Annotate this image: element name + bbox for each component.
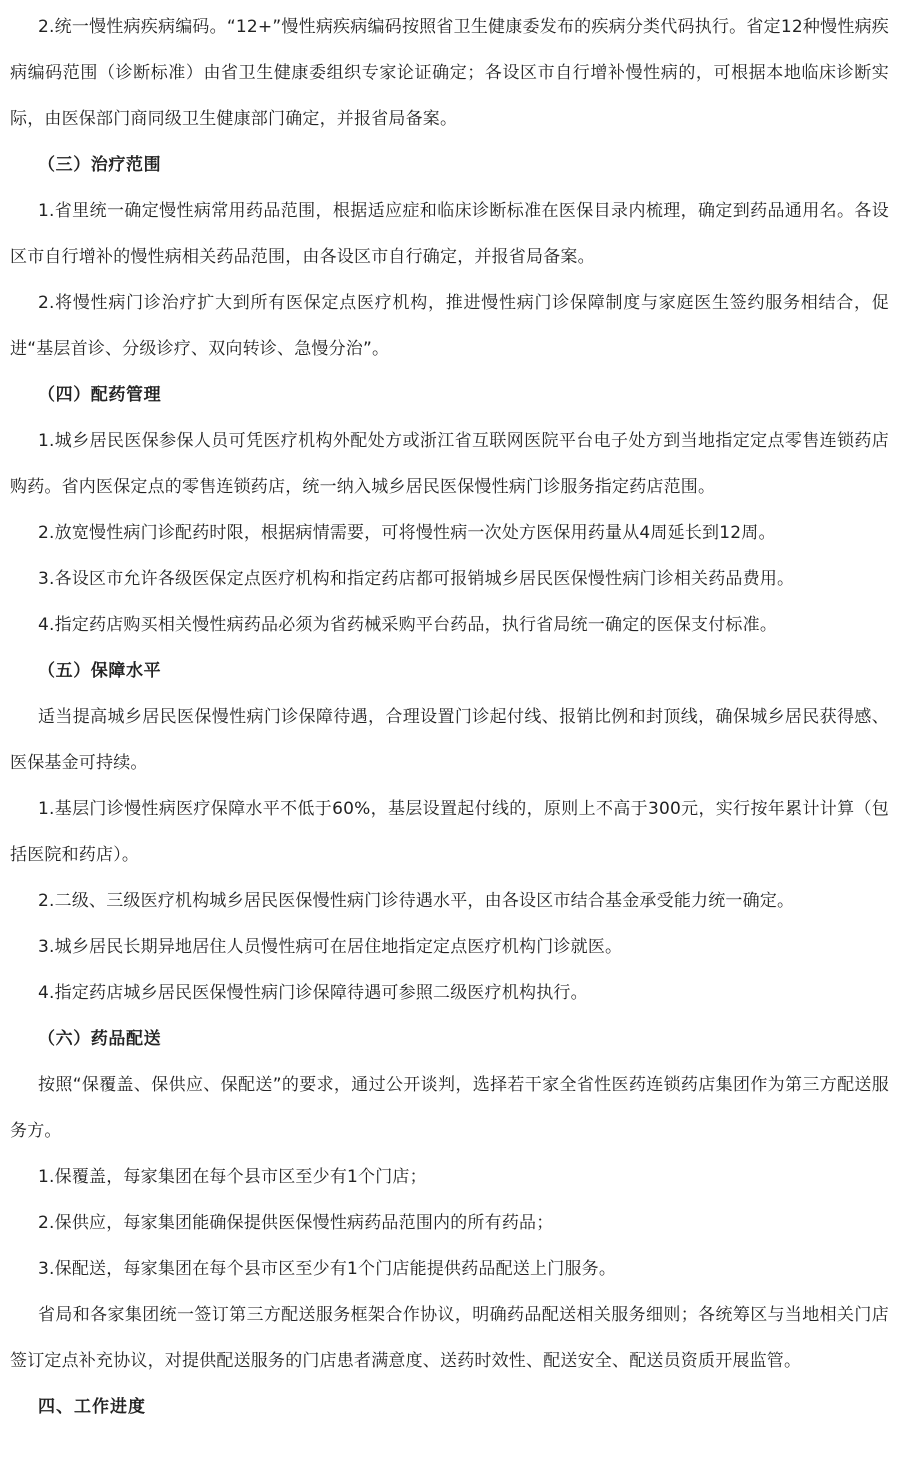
paragraph-dispensing-period: 2.放宽慢性病门诊配药时限，根据病情需要，可将慢性病一次处方医保用药量从4周延长到12周。 <box>38 523 776 543</box>
heading-dispensing-management: （四）配药管理 <box>38 385 162 405</box>
paragraph-remote-residents: 3.城乡居民长期异地居住人员慢性病可在居住地指定定点医疗机构门诊就医。 <box>38 937 623 957</box>
paragraph-pharmacy-purchase: 1.城乡居民医保参保人员可凭医疗机构外配处方或浙江省互联网医院平台电子处方到当地指定定点零售连锁药店购药。省内医保定点的零售连锁药店，统一纳入城乡居民医保慢性病门诊服务指定药店范围。 <box>10 431 889 497</box>
paragraph-ensure-delivery: 3.保配送，每家集团在每个县市区至少有1个门店能提供药品配送上门服务。 <box>38 1259 617 1279</box>
heading-work-progress: 四、工作进度 <box>38 1397 146 1417</box>
paragraph-ensure-coverage: 1.保覆盖，每家集团在每个县市区至少有1个门店； <box>38 1167 427 1187</box>
paragraph-secondary-tertiary: 2.二级、三级医疗机构城乡居民医保慢性病门诊待遇水平，由各设区市结合基金承受能力统一确定。 <box>38 891 795 911</box>
paragraph-ensure-supply: 2.保供应，每家集团能确保提供医保慢性病药品范围内的所有药品； <box>38 1213 554 1233</box>
paragraph-drug-scope: 1.省里统一确定慢性病常用药品范围，根据适应症和临床诊断标准在医保目录内梳理，确定到药品通用名。各设区市自行增补的慢性病相关药品范围，由各设区市自行确定，并报省局备案。 <box>10 201 889 267</box>
paragraph-outpatient-expansion: 2.将慢性病门诊治疗扩大到所有医保定点医疗机构，推进慢性病门诊保障制度与家庭医生签约服务相结合，促进“基层首诊、分级诊疗、双向转诊、急慢分治”。 <box>10 293 889 359</box>
heading-drug-delivery: （六）药品配送 <box>38 1029 162 1049</box>
heading-treatment-scope: （三）治疗范围 <box>38 155 162 175</box>
paragraph-pharmacy-benefit: 4.指定药店城乡居民医保慢性病门诊保障待遇可参照二级医疗机构执行。 <box>38 983 588 1003</box>
paragraph-framework-agreement: 省局和各家集团统一签订第三方配送服务框架合作协议，明确药品配送相关服务细则；各统筹区与当地相关门店签订定点补充协议，对提供配送服务的门店患者满意度、送药时效性、配送安全、配送员资质开展监管。 <box>10 1305 889 1371</box>
paragraph-reimbursement: 3.各设区市允许各级医保定点医疗机构和指定药店都可报销城乡居民医保慢性病门诊相关药品费用。 <box>38 569 795 589</box>
paragraph-primary-care-level: 1.基层门诊慢性病医疗保障水平不低于60%，基层设置起付线的，原则上不高于300元，实行按年累计计算（包括医院和药店）。 <box>10 799 889 865</box>
paragraph-delivery-intro: 按照“保覆盖、保供应、保配送”的要求，通过公开谈判，选择若干家全省性医药连锁药店集团作为第三方配送服务方。 <box>10 1075 889 1141</box>
heading-coverage-level: （五）保障水平 <box>38 661 162 681</box>
paragraph-unified-disease-coding: 2.统一慢性病疾病编码。“12+”慢性病疾病编码按照省卫生健康委发布的疾病分类代码执行。省定12种慢性病疾病编码范围（诊断标准）由省卫生健康委组织专家论证确定；各设区市自行增补慢性病的，可根据本地临床诊断实际，由医保部门商同级卫生健康部门确定，并报省局备案。 <box>10 17 889 129</box>
paragraph-payment-standard: 4.指定药店购买相关慢性病药品必须为省药械采购平台药品，执行省局统一确定的医保支付标准。 <box>38 615 778 635</box>
paragraph-coverage-intro: 适当提高城乡居民医保慢性病门诊保障待遇，合理设置门诊起付线、报销比例和封顶线，确保城乡居民获得感、医保基金可持续。 <box>10 707 889 773</box>
